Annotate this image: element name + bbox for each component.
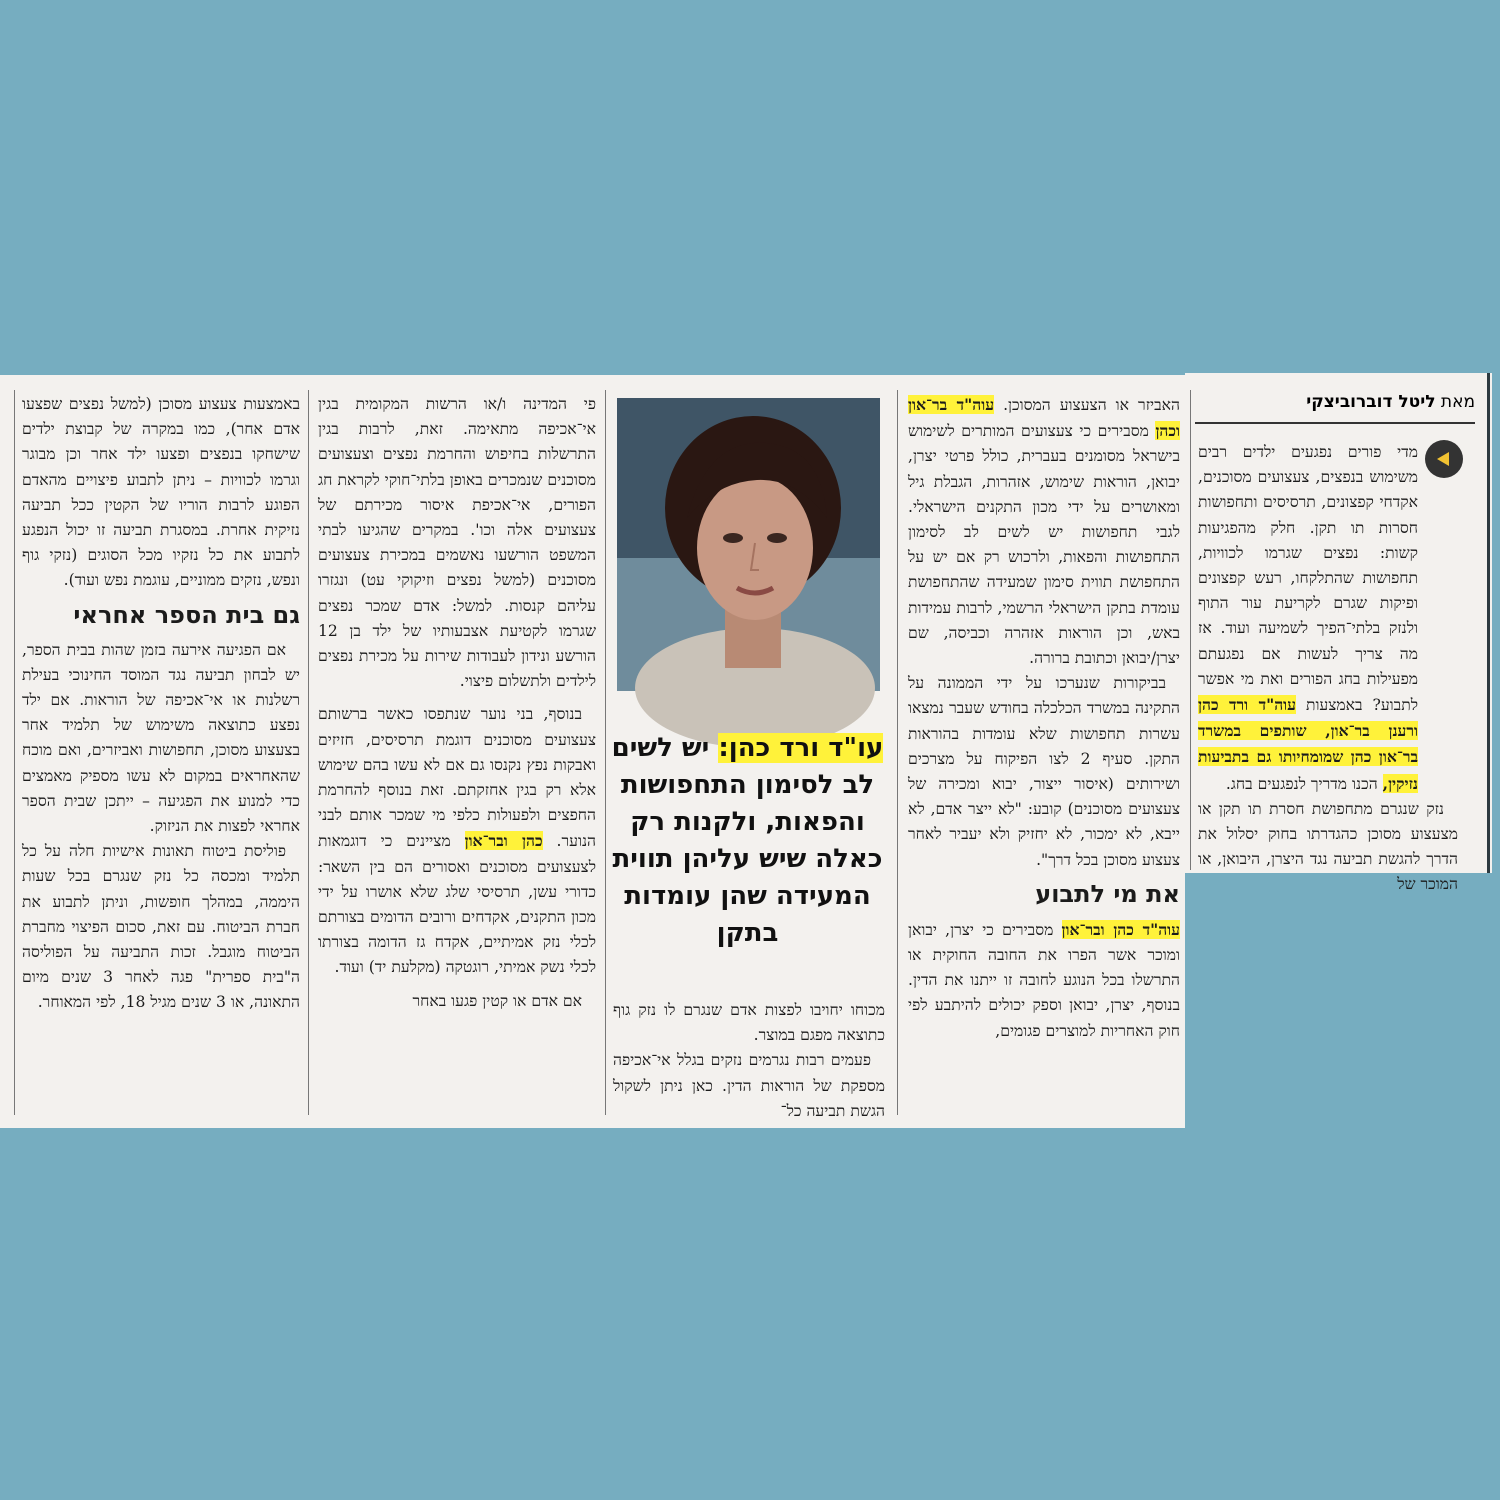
column-rule-5 — [14, 390, 15, 1115]
portrait-illustration — [617, 398, 880, 691]
col2-subheading: את מי לתבוע — [1035, 879, 1180, 908]
col2-paragraph-1 — [908, 392, 1180, 671]
col1-paragraph-1 — [1198, 440, 1458, 797]
col1-p1-text: מדי פורים נפגעים ילדים רבים משימוש בנפצים, צעצועים מסוכנים, אקדחי קפצונים, תרסיסים ותחפושות חסרות תו תקן. חלק מהפגיעות קשות: נפצים שגרמו לכוויות, תחפושות שהתלקחו, רעש קפצונים ופיקות שגרם לקריעת עור התוף ולנזק בלתי־הפיך לשמיעה ועוד. אז מה צריך לעשות אם נפגעתם מפעילות בחג הפורים ואת מי אפשר לתבוע? באמצעות — [1198, 443, 1418, 715]
column-rule-2 — [897, 390, 898, 1115]
byline-prefix: מאת — [1440, 392, 1475, 412]
col4-paragraph-2 — [318, 702, 596, 980]
pull-quote-name: עו"ד ורד כהן: — [718, 733, 884, 763]
column-rule-4 — [308, 390, 309, 1115]
clipping-edge-line — [1487, 373, 1490, 873]
article-column-3 — [613, 998, 885, 1118]
col1-p1-highlight: עוה"ד ורד כהן ורענן בר־און, שותפים במשרד בר־און כהן שמומחיותו גם בתביעות נזיקין, — [1198, 695, 1418, 793]
col3-paragraph-1: מכוחו יחויבו לפצות אדם שנגרם לו נזק גוף כתוצאה מפגם במוצר. — [613, 1001, 885, 1045]
col2-p1a: האביזר או הצעצוע המסוכן. — [1003, 396, 1180, 414]
col2-paragraph-3 — [908, 917, 1180, 1044]
article-column-2 — [908, 392, 1180, 1117]
portrait-photo — [617, 398, 880, 691]
col5-subheading: גם בית הספר אחראי — [73, 600, 300, 629]
col4-paragraph-3: אם אדם או קטין פגעו באחר — [412, 991, 582, 1010]
byline-author: ליטל דוברוביצקי — [1306, 392, 1436, 412]
byline — [1195, 382, 1475, 424]
column-rule-3 — [605, 390, 606, 1115]
col2-p1b: מסבירים כי צעצועים המותרים לשימוש בישראל מסומנים בעברית, כולל פרטי יצרן, יבואן, הוראות שימוש, אזהרות, הגבלת גיל ומאושרים על ידי מכון התקנים הישראלי. לגבי תחפושות יש לשים לב לסימון התחפושות והפאות, ולרכוש רק אם יש על התחפושת תווית סימון שמעידה שהתחפושת עומדת בתקן הישראלי הרשמי, לרבות עמידות באש, וכן הוראות אזהרה וכביסה, שם יצרן/יבואן וכתובת ברורה. — [908, 422, 1180, 668]
article-column-1 — [1198, 440, 1458, 894]
col2-paragraph-2: בביקורות שנערכו על ידי הממונה על התקינה במשרד הכלכלה בחודש שעבר נמצאו עשרות תחפושות שלא עומדות בהוראות התקן. סעיף 2 לצו הפיקוח על מצרכים ושירותים (איסור ייצור, יבוא ומכירה של צעצועים מסוכנים) קובע: "לא ייצר אדם, לא ייבא, לא ימכור, לא יחזיק ולא יעביר לאחר צעצוע מסוכן בכל דרך". — [908, 674, 1180, 869]
col1-paragraph-2: נזק שנגרם מתחפושת חסרת תו תקן או מצעצוע מסוכן כהגדרתו בחוק יסלול את הדרך להגשת תביעה נגד היצרן, היבואן, או המוכר של — [1198, 799, 1458, 894]
col4-p2b: מציינים כי דוגמאות לצעצועים מסוכנים ואסורים הם בין השאר: כדורי עשן, תרסיסי שלג שלא אושרו על ידי מכון התקנים, אקדחים ורובים הדומים בצורתם לכלי נזק אמיתיים, אקדח גז הדומה בצורתו לכלי נשק אמיתי, רוגטקה (מקלעת יד) ועוד. — [318, 832, 596, 977]
col2-p3-text: מסבירים כי יצרן, יבואן ומוכר אשר הפרו את החובה החוקית או התרשלו בכל הנוגע לחובה זו ייתנו את הדין. בנוסף, יצרן, יבואן וספק יכולים להיתבע לפי חוק האחריות למוצרים פגומים, — [908, 920, 1180, 1040]
pull-quote-text: יש לשים לב לסימון התחפושות והפאות, ולקנות רק כאלה שיש עליהן תווית המעידה שהן עומדות בתקן — [611, 733, 883, 948]
col5-paragraph-1: באמצעות צעצוע מסוכן (למשל נפצים שפצעו אדם אחר), כמו במקרה של קבוצת ילדים שישחקו בנפצים ופצעו ילד אחר וכן מבוגר וגרמו לכוויות – ניתן לתבוע פיצויים מהאדם הפוגע לרבות הוריו של הקטין ככל תביעה נזיקית אחרת. במסגרת תביעה זו יכול הנפגע לתבוע את כל נזקיו מכל הסוגים (נזקי גוף ונפש, נזקים ממוניים, עוגמת נפש ועוד). — [22, 395, 300, 590]
pull-quote — [610, 730, 885, 952]
col1-p1-end: הכנו מדריך לנפגעים בחג. — [1225, 774, 1378, 793]
col2-p1-highlight: עוה"ד בר־און וכהן — [908, 395, 1180, 441]
column-rule-1 — [1190, 390, 1191, 870]
col4-p2-highlight: כהן ובר־און — [464, 831, 543, 851]
article-column-5 — [22, 392, 300, 1117]
col5-paragraph-3: פוליסת ביטוח תאונות אישיות חלה על כל תלמיד ומכסה כל נזק שנגרם בכל שעות היממה, במהלך חופשות, וניתן לתבוע את חברת הביטוח. עם זאת, סכום הפיצוי מחברת הביטוח מוגבל. זכות התביעה על הפוליסה ה"בית ספרית" פגה לאחר 3 שנים מיום התאונה, או 3 שנים מגיל 18, לפי המאוחר. — [22, 842, 300, 1012]
col2-p3-highlight: עוה"ד כהן ובר־און — [1061, 919, 1180, 939]
col4-paragraph-1: פי המדינה ו/או הרשות המקומית בגין אי־אכיפה מתאימה. זאת, לרבות בגין התרשלות בחיפוש והחרמת נפצים וצעצועים מסוכנים שנמכרים באופן בלתי־חוקי לקראת חג הפורים, אי־אכיפת איסור מכירתם של צעצועים אלה וכו'. במקרים שהגיעו לבתי המשפט הורשעו נאשמים במכירת צעצועים מסוכנים (למשל נפצים וזיקוקי עט) ונגזרו עליהם קנסות. למשל: אדם שמכר נפצים שגרמו לקטיעת אצבעותיו של ילד בן 12 הורשע ונידון לעבודות שירות על מכירת נפצים לילדים ולתשלום פיצוי. — [318, 395, 596, 691]
article-column-4 — [318, 392, 596, 1117]
col4-p2a: בנוסף, בני נוער שנתפסו כאשר ברשותם צעצועים מסוכנים דוגמת תרסיסים, חזיזים ואבקות נפץ נקנסו גם אם לא עשו בהם שימוש אלא רק בגין אחזקתם. זאת בנוסף להחרמת החפצים ולפעולות כלפי מי שמכר אותם לבני הנוער. — [318, 705, 596, 851]
col3-paragraph-2: פעמים רבות נגרמים נזקים בגלל אי־אכיפה מספקת של הוראות הדין. כאן ניתן לשקול הגשת תביעה כל־ — [613, 1051, 885, 1120]
col5-paragraph-2: אם הפגיעה אירעה בזמן שהות בבית הספר, יש לבחון תביעה נגד המוסד החינוכי בעילת רשלנות או אי־אכיפה של הוראות. אם ילד נפצע כתוצאה משימוש של תלמיד אחר בצעצוע מסוכן, תחפושות ואביזרים, ואם מוכח שהאחראים במקום לא עשו מספיק מאמצים כדי למנוע את הפגיעה – ייתכן שבית הספר אחראי לפצות את הניזוק. — [22, 640, 300, 836]
